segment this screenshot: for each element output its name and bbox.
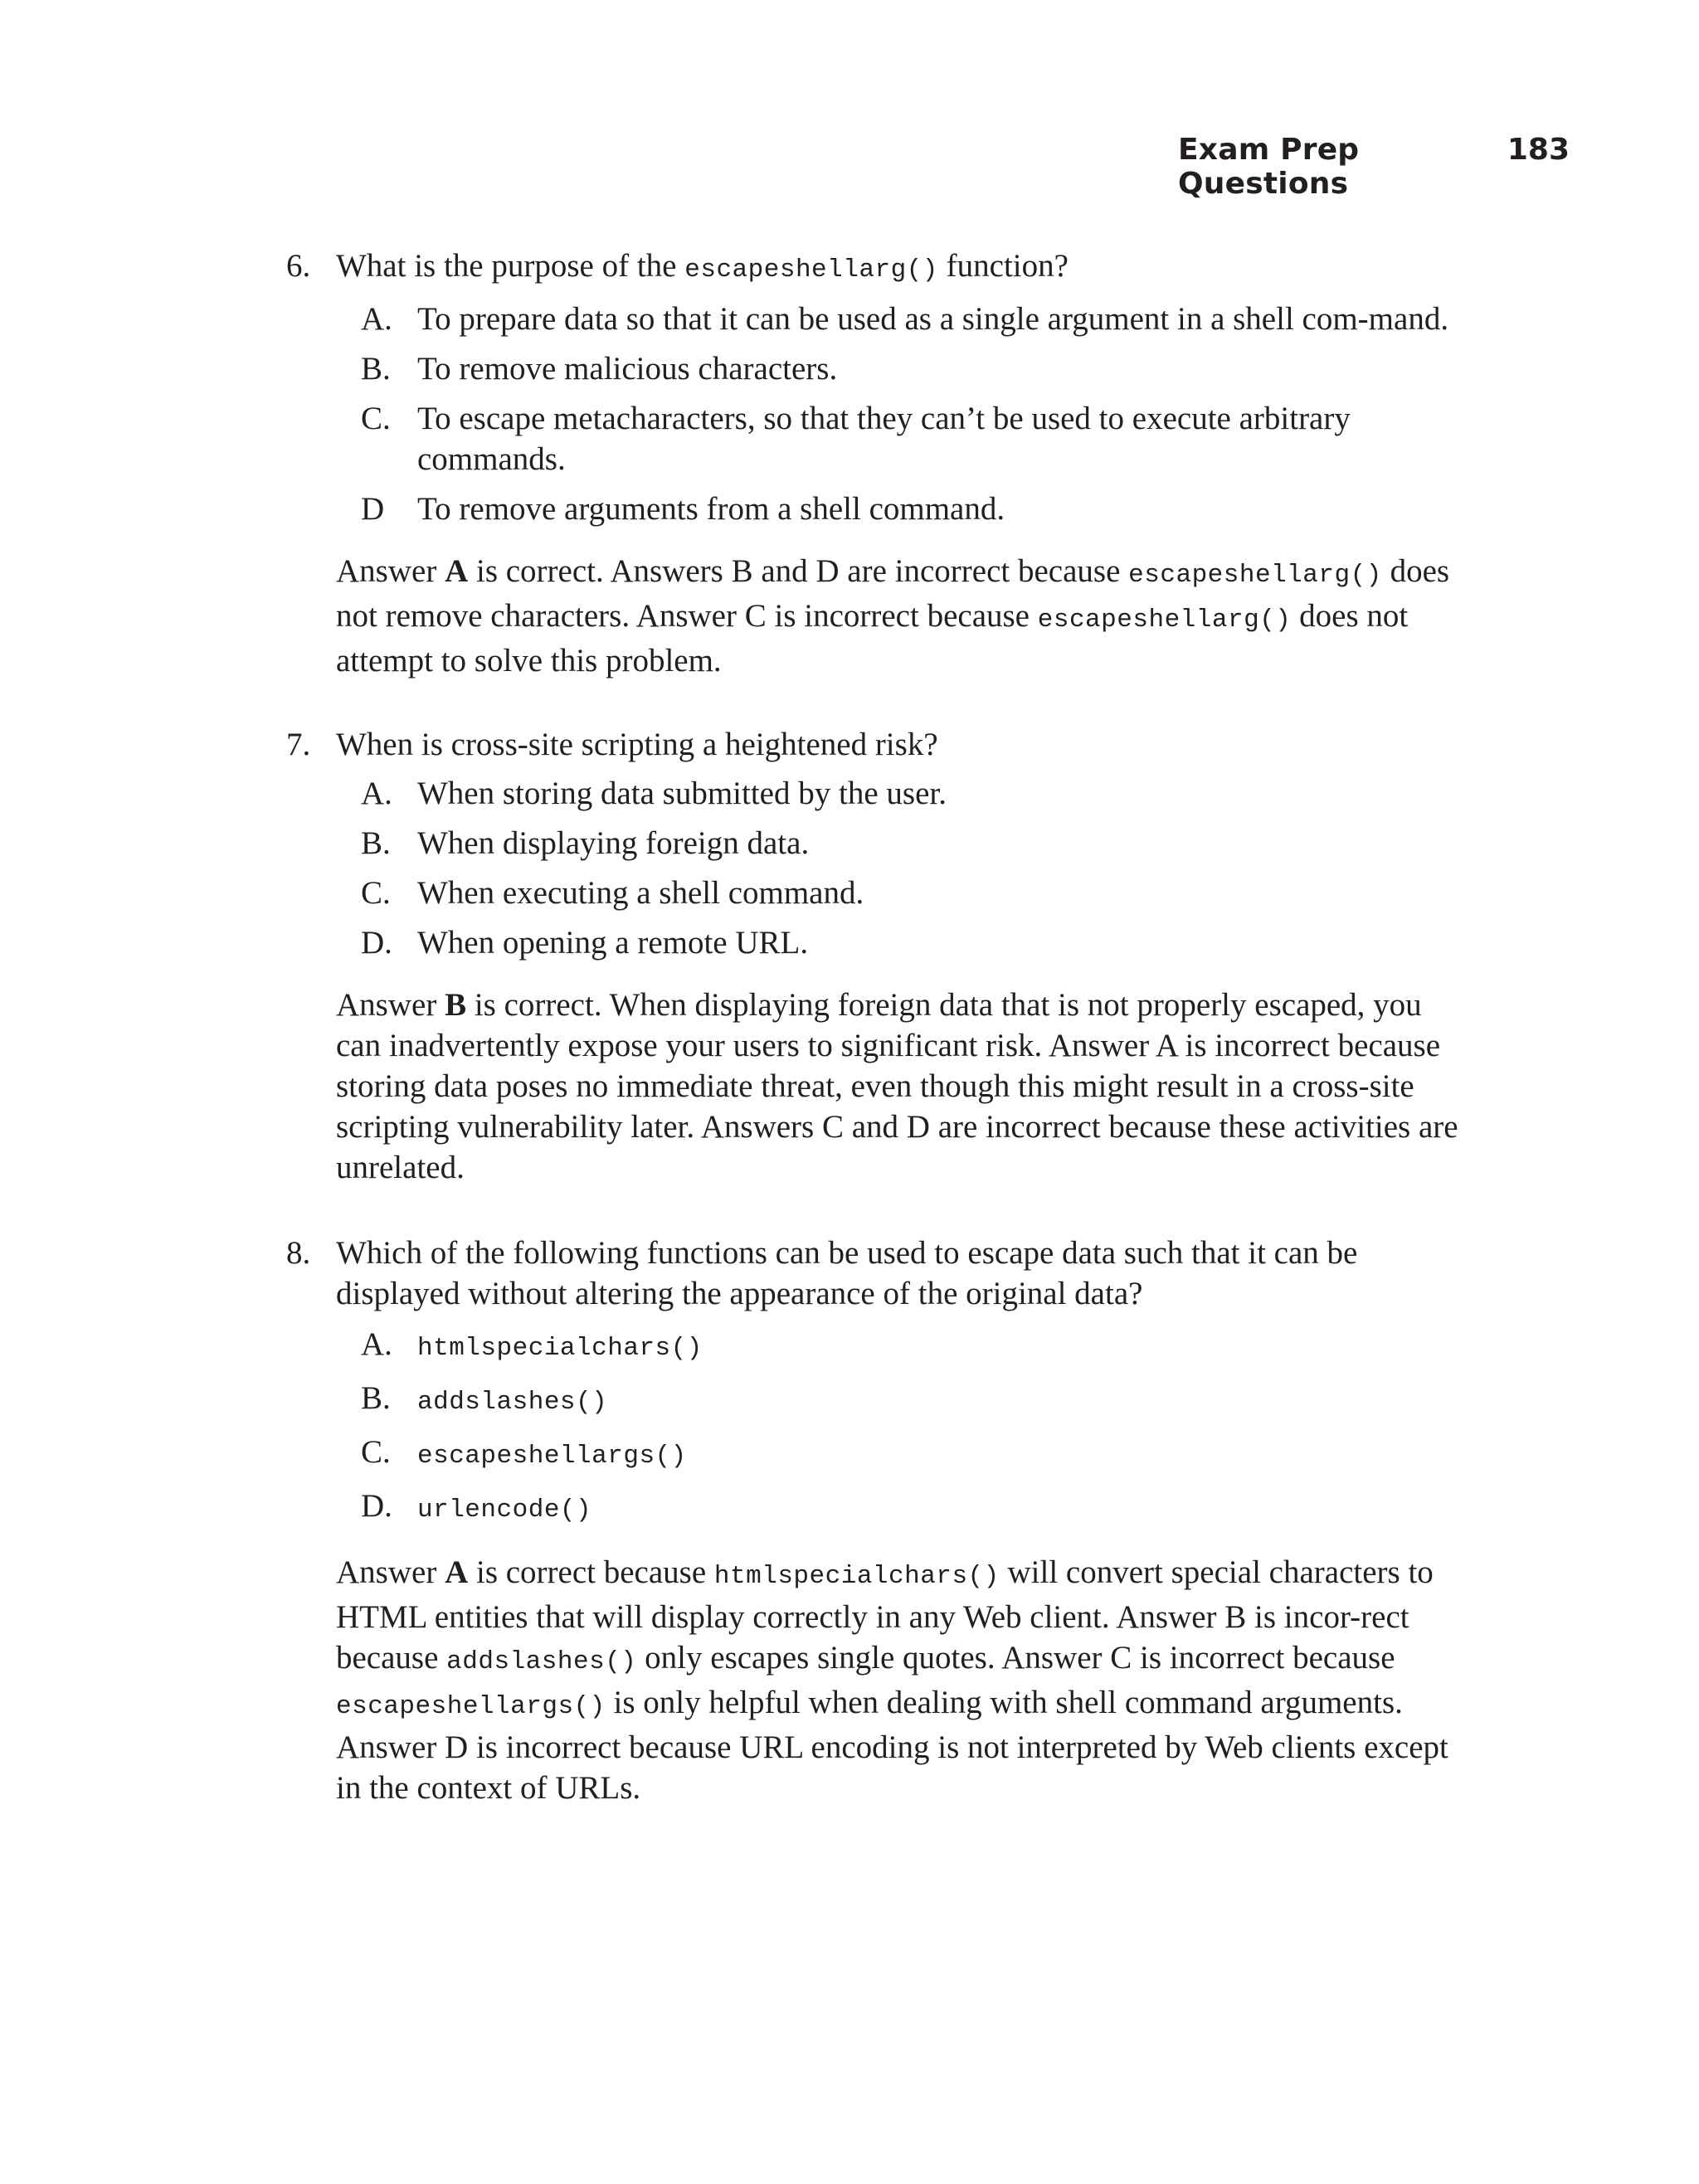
option-text: To remove malicious characters. xyxy=(417,351,838,387)
option-letter: A. xyxy=(361,1326,392,1362)
option-code: addslashes() xyxy=(417,1388,608,1417)
option-c xyxy=(336,873,1464,913)
option-text: When displaying foreign data. xyxy=(417,825,810,861)
explanation-code: htmlspecialchars() xyxy=(713,1562,1000,1591)
answer-prefix: Answer xyxy=(336,553,445,589)
correct-letter: B xyxy=(445,987,467,1023)
answer-explanation xyxy=(336,1552,1464,1808)
question-stem xyxy=(336,246,1464,290)
option-letter: A. xyxy=(361,776,392,811)
explanation-code: escapeshellarg() xyxy=(1037,606,1292,635)
option-text: To escape metacharacters, so that they can’t be used to execute arbitrary commands. xyxy=(417,401,1351,477)
option-b xyxy=(336,348,1464,389)
question-number: 6. xyxy=(286,248,311,284)
answer-options xyxy=(336,1324,1464,1530)
question-7 xyxy=(286,724,1464,1188)
question-stem: When is cross-site scripting a heightened risk? xyxy=(336,727,938,762)
option-letter: A. xyxy=(361,301,392,337)
option-letter: C. xyxy=(361,401,391,436)
answer-options xyxy=(336,299,1464,529)
option-text: When opening a remote URL. xyxy=(417,925,809,961)
option-letter: D. xyxy=(361,1488,392,1524)
explanation-text: is correct. When displaying foreign data that is not properly escaped, you can inadvertently expose your users to significant risk. Answer A is incorrect because storing data poses no immediate threat, even though this might result in a cross-site scripting vulnerability later. Answers C and D are incorrect because these activities are unrelated. xyxy=(336,987,1458,1185)
option-text: When executing a shell command. xyxy=(417,875,864,911)
option-a xyxy=(336,773,1464,814)
question-number: 7. xyxy=(286,727,311,762)
option-b xyxy=(336,1378,1464,1423)
answer-prefix: Answer xyxy=(336,1554,445,1590)
stem-text: function? xyxy=(937,248,1069,284)
explanation-text: does not remove characters. Answer C is incorrect because xyxy=(336,553,1450,634)
option-d xyxy=(336,489,1464,529)
option-letter: C. xyxy=(361,1434,391,1470)
correct-letter: A xyxy=(445,1554,469,1590)
option-b xyxy=(336,823,1464,863)
option-c xyxy=(336,398,1464,479)
option-letter: C. xyxy=(361,875,391,911)
explanation-code: addslashes() xyxy=(446,1647,637,1676)
option-letter: D. xyxy=(361,925,392,961)
question-number: 8. xyxy=(286,1235,311,1271)
running-head-title: Exam Prep Questions xyxy=(1178,133,1360,201)
option-text: To remove arguments from a shell command. xyxy=(417,491,1005,527)
page-number: 183 xyxy=(1507,133,1570,167)
stem-code: escapeshellarg() xyxy=(684,255,938,285)
explanation-code: escapeshellarg() xyxy=(1128,561,1382,590)
answer-options xyxy=(336,773,1464,963)
explanation-text: does not attempt to solve this problem. xyxy=(336,598,1409,679)
question-stem: Which of the following functions can be used to escape data such that it can be displayed without altering the appearance of the original data? xyxy=(336,1235,1358,1311)
page-content xyxy=(286,246,1464,1808)
answer-prefix: Answer xyxy=(336,987,445,1023)
option-letter: B. xyxy=(361,825,391,861)
explanation-text: is only helpful when dealing with shell command arguments. Answer D is incorrect because URL encoding is not interpreted by Web clients except in the context of URLs. xyxy=(336,1685,1448,1806)
option-d xyxy=(336,922,1464,963)
correct-letter: A xyxy=(445,553,469,589)
option-letter: B. xyxy=(361,1380,391,1416)
explanation-text: is correct. Answers B and D are incorrect because xyxy=(468,553,1129,589)
option-text: To prepare data so that it can be used as a single argument in a shell com-mand. xyxy=(417,301,1449,337)
option-letter: B. xyxy=(361,351,391,387)
option-code: htmlspecialchars() xyxy=(417,1334,703,1363)
option-letter: D xyxy=(361,491,385,527)
answer-explanation xyxy=(336,551,1464,681)
option-a xyxy=(336,299,1464,339)
running-head xyxy=(1178,133,1576,201)
option-d xyxy=(336,1486,1464,1530)
question-8 xyxy=(286,1233,1464,1808)
explanation-text: is correct because xyxy=(468,1554,714,1590)
explanation-text: will convert special characters to HTML entities that will display correctly in any Web client. Answer B is incor-rect because xyxy=(336,1554,1434,1676)
question-6 xyxy=(286,246,1464,681)
option-text: When storing data submitted by the user. xyxy=(417,776,947,811)
answer-explanation xyxy=(336,985,1464,1188)
explanation-code: escapeshellargs() xyxy=(336,1692,606,1721)
option-a xyxy=(336,1324,1464,1369)
explanation-text: only escapes single quotes. Answer C is incorrect because xyxy=(636,1640,1395,1676)
option-code: escapeshellargs() xyxy=(417,1442,687,1471)
option-code: urlencode() xyxy=(417,1496,592,1525)
option-c xyxy=(336,1432,1464,1476)
stem-text: What is the purpose of the xyxy=(336,248,685,284)
